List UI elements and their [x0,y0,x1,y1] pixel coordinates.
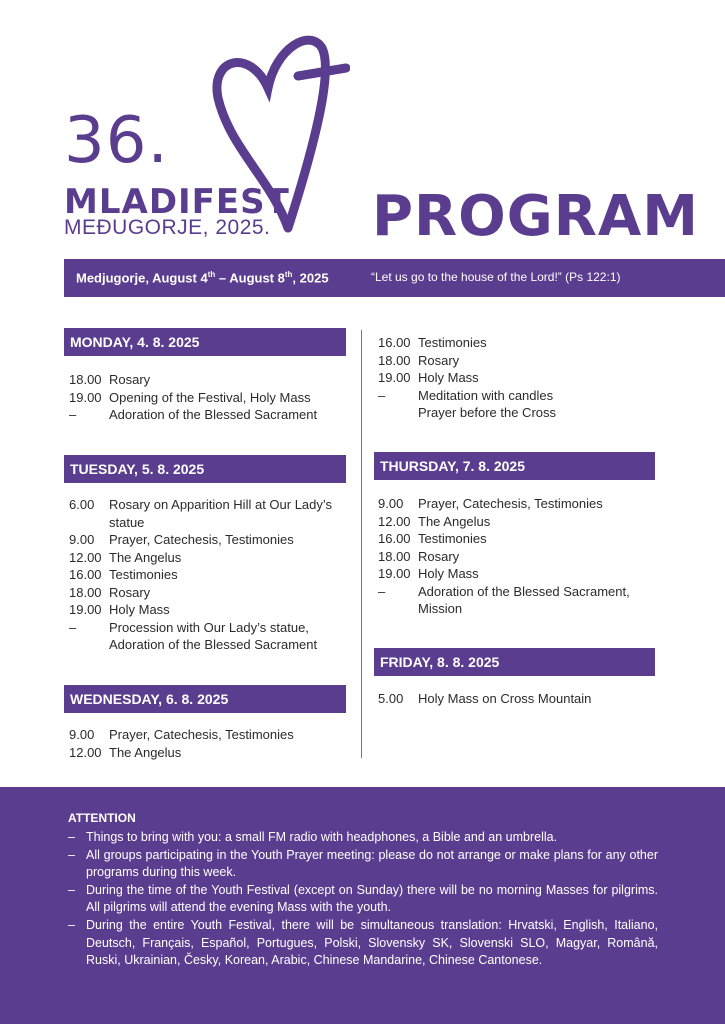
schedule-entry [378,334,663,352]
entry-time: – [378,583,386,599]
entry-description: The Angelus [109,744,182,760]
schedule-entry [378,548,663,566]
entry-description: Meditation with candles [418,387,554,403]
schedule-tuesday [69,496,354,654]
dash-bullet-icon: – [68,847,75,862]
entry-description: Prayer, Catechesis, Testimonies [418,496,603,511]
entry-description: Rosary on Apparition Hill at Our Lady’s statue [109,497,333,530]
schedule-entry [378,583,663,618]
entry-time: 16.00 [69,567,102,582]
entry-description: Rosary [109,372,151,387]
entry-time: 19.00 [378,566,411,581]
entry-description: Adoration of the Blessed Sacrament, Mission [418,583,630,616]
entry-time: 19.00 [69,389,102,405]
entry-description: Prayer, Catechesis, Testimonies [109,532,294,547]
entry-time: 12.00 [69,549,102,565]
entry-description: Opening of the Festival, Holy Mass [109,389,311,405]
schedule-entry [378,387,663,405]
schedule-entry [378,565,663,583]
entry-description: Rosary [109,584,151,600]
attention-item-text: Things to bring with you: a small FM radio with headphones, a Bible and an umbrella. [86,830,558,844]
entry-description: Rosary [418,352,460,368]
schedule-monday [69,371,354,424]
entry-description: Holy Mass on Cross Mountain [418,691,592,706]
schedule-entry [69,406,354,424]
entry-description: Holy Mass [109,602,170,617]
entry-time: 12.00 [69,744,102,760]
entry-time [378,404,418,422]
schedule-entry [69,549,354,567]
entry-time: – [69,619,77,635]
day-header-friday: FRIDAY, 8. 8. 2025 [374,648,655,676]
schedule-entry [378,352,663,370]
schedule-entry [69,566,354,584]
entry-time: 19.00 [378,370,411,385]
schedule-entry [69,389,354,407]
entry-time: – [69,407,77,422]
schedule-friday [378,690,663,708]
entry-time: 9.00 [69,727,95,742]
column-divider [361,330,362,758]
attention-title: ATTENTION [68,811,136,825]
schedule-entry [378,495,663,513]
schedule-entry [69,531,354,549]
schedule-entry [378,404,663,422]
dash-bullet-icon: – [68,830,75,844]
schedule-wednesday-continued [378,334,663,422]
entry-time: 19.00 [69,602,102,617]
entry-time: 18.00 [378,548,411,564]
dash-bullet-icon: – [68,917,75,932]
dash-bullet-icon: – [68,882,75,897]
entry-description: Prayer, Catechesis, Testimonies [109,727,294,742]
entry-time: 9.00 [378,496,404,511]
page-title: PROGRAM [372,184,699,249]
entry-description: Procession with Our Lady’s statue, Adoration of the Blessed Sacrament [109,619,318,652]
schedule-wednesday [69,726,354,761]
attention-item-text: During the entire Youth Festival, there will be simultaneous translation: Hrvatski, English, Italiano, Deutsch, Français, Español, Portugues, Polski, Slovensky SK, Slovenski SLO, Magyar, Română, Ruski, Ukrainian, Česky, Korean, Arabic, Chinese Mandarine, Chinese Cantonese. [86,917,658,968]
attention-item [68,882,658,917]
festival-edition-number: 36. [64,104,169,178]
schedule-entry [69,496,354,531]
entry-description: Holy Mass [418,370,479,385]
entry-time: 5.00 [378,691,404,706]
attention-item-text: During the time of the Youth Festival (except on Sunday) there will be no morning Masses for pilgrims. All pilgrims will attend the evening Mass with the youth. [86,882,658,915]
festival-name: MLADIFEST [64,182,290,222]
schedule-thursday [378,495,663,618]
entry-time: 16.00 [378,531,411,546]
entry-description: Rosary [418,548,460,564]
schedule-entry [378,513,663,531]
attention-item [68,917,658,970]
schedule-entry [69,584,354,602]
entry-description: The Angelus [418,513,491,529]
entry-time: 16.00 [378,335,411,350]
attention-item [68,847,658,882]
entry-description: Testimonies [418,335,487,350]
attention-item-text: All groups participating in the Youth Prayer meeting: please do not arrange or make plans for any other programs during this week. [86,847,658,880]
attention-list [68,829,658,970]
schedule-entry [378,369,663,387]
entry-description: Testimonies [418,531,487,546]
day-header-wednesday: WEDNESDAY, 6. 8. 2025 [64,685,346,713]
schedule-entry [69,371,354,389]
entry-time: 6.00 [69,497,95,512]
scripture-quote: “Let us go to the house of the Lord!” (Ps 122:1) [371,270,621,284]
attention-section [0,787,725,1024]
day-header-tuesday: TUESDAY, 5. 8. 2025 [64,455,346,483]
entry-time: – [378,387,386,403]
entry-description: The Angelus [109,549,182,565]
festival-dates: Medjugorje, August 4th – August 8th, 2025 [76,270,329,286]
day-header-monday: MONDAY, 4. 8. 2025 [64,328,346,356]
entry-time: 18.00 [69,584,102,600]
attention-item [68,829,658,847]
dates-banner [64,259,725,297]
schedule-entry [378,690,663,708]
schedule-entry [69,619,354,654]
entry-time: 18.00 [69,372,102,387]
entry-time: 12.00 [378,513,411,529]
entry-description: Testimonies [109,567,178,582]
schedule-entry [69,744,354,762]
entry-description: Adoration of the Blessed Sacrament [109,407,318,422]
schedule-entry [378,530,663,548]
entry-description: Holy Mass [418,566,479,581]
schedule-entry [69,601,354,619]
entry-description: Prayer before the Cross [418,405,557,420]
festival-location-year: MEĐUGORJE, 2025. [64,216,271,239]
schedule-entry [69,726,354,744]
entry-time: 9.00 [69,532,95,547]
day-header-thursday: THURSDAY, 7. 8. 2025 [374,452,655,480]
entry-time: 18.00 [378,352,411,368]
